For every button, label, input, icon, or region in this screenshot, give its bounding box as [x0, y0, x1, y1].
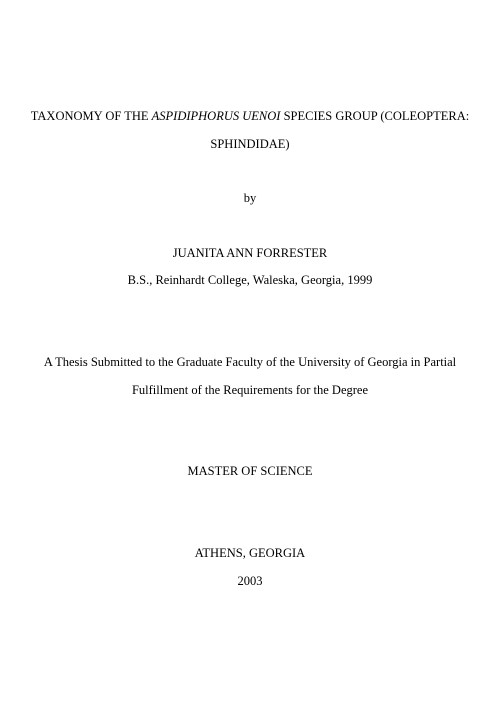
submission-year: 2003 — [237, 574, 263, 588]
thesis-title-line-2: SPHINDIDAE) — [210, 137, 290, 151]
title-italic-genus-species: ASPIDIPHORUS UENOI — [151, 109, 281, 123]
degree-name: MASTER OF SCIENCE — [187, 464, 313, 478]
submission-statement-line-1: A Thesis Submitted to the Graduate Faculty of the University of Georgia in Partial — [43, 355, 457, 369]
place-of-submission: ATHENS, GEORGIA — [194, 546, 306, 560]
author-name: JUANITA ANN FORRESTER — [172, 246, 328, 260]
title-text-before: TAXONOMY OF THE — [30, 109, 152, 123]
by-label: by — [243, 191, 257, 205]
submission-statement-line-2: Fulfillment of the Requirements for the Degree — [131, 383, 369, 397]
title-text-after: SPECIES GROUP (COLEOPTERA: — [280, 109, 470, 123]
author-prior-degree: B.S., Reinhardt College, Waleska, Georgia, 1999 — [127, 273, 373, 287]
thesis-title-line-1 — [0, 108, 500, 124]
